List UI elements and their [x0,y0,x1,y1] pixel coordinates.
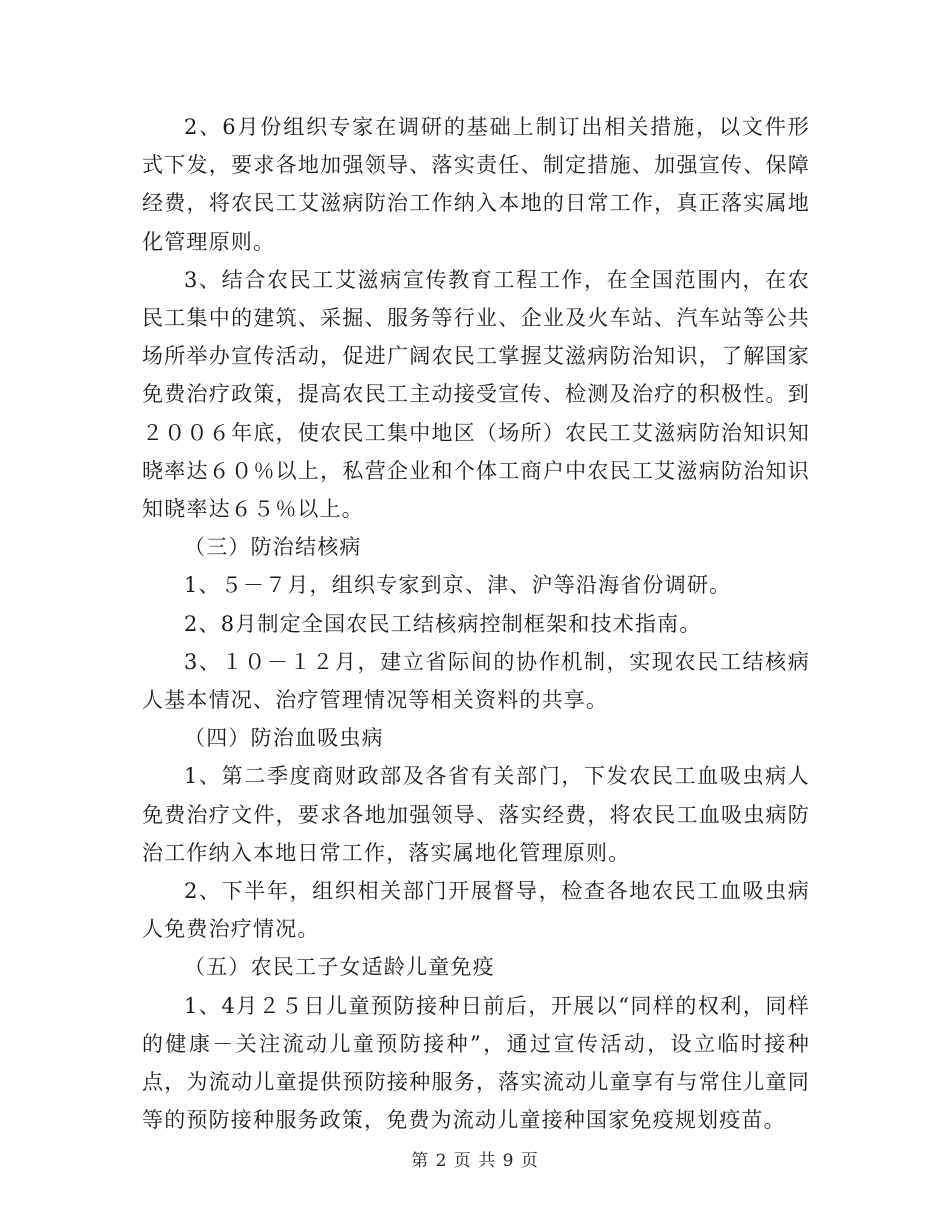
paragraph-tb-3: 3、１０－１２月，建立省际间的协作机制，实现农民工结核病人基本情况、治疗管理情况等相关资料的共享。 [142,649,810,713]
paragraph-immunization-1: 1、4月２５日儿童预防接种日前后，开展以“同样的权利，同样的健康－关注流动儿童预防接种”，通过宣传活动，设立临时接种点，为流动儿童提供预防接种服务，落实流动儿童享有与常住儿童同等的预防接种服务政策，免费为流动儿童接种国家免疫规划疫苗。 [142,993,810,1133]
section-heading-immunization: （五）农民工子女适龄儿童免疫 [184,955,495,980]
paragraph-tb-2: 2、8月制定全国农民工结核病控制框架和技术指南。 [184,611,702,636]
paragraph-schisto-2: 2、下半年，组织相关部门开展督导，检查各地农民工血吸虫病人免费治疗情况。 [142,879,810,942]
page-footer [0,1146,950,1171]
page-number-label: 第 2 页 共 9 页 [411,1151,539,1171]
paragraph-item-2: 2、6月份组织专家在调研的基础上制订出相关措施，以文件形式下发，要求各地加强领导、落实责任、制定措施、加强宣传、保障经费，将农民工艾滋病防治工作纳入本地的日常工作，真正落实属地化管理原则。 [142,115,810,254]
paragraph-schisto-1: 1、第二季度商财政部及各省有关部门，下发农民工血吸虫病人免费治疗文件，要求各地加强领导、落实经费，将农民工血吸虫病防治工作纳入本地日常工作，落实属地化管理原则。 [142,764,810,865]
document-body [142,108,810,1139]
paragraph-item-3: 3、结合农民工艾滋病宣传教育工程工作，在全国范围内，在农民工集中的建筑、采掘、服务等行业、企业及火车站、汽车站等公共场所举办宣传活动，促进广阔农民工掌握艾滋病防治知识，了解国家免费治疗政策，提高农民工主动接受宣传、检测及治疗的积极性。到２００６年底，使农民工集中地区（场所）农民工艾滋病防治知识知晓率达６０％以上，私营企业和个体工商户中农民工艾滋病防治知识知晓率达６５％以上。 [142,267,810,522]
paragraph-tb-1: 1、５－７月，组织专家到京、津、沪等沿海省份调研。 [184,573,732,598]
section-heading-tuberculosis: （三）防治结核病 [184,535,362,560]
section-heading-schistosomiasis: （四）防治血吸虫病 [184,726,384,751]
